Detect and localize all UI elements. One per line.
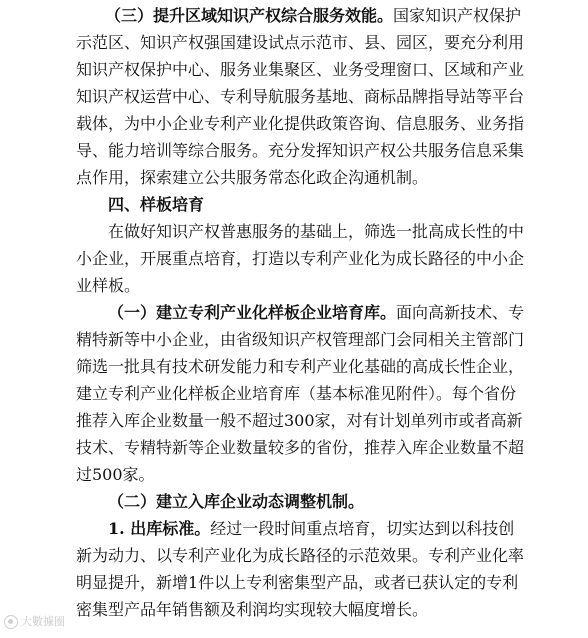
watermark xyxy=(4,612,65,632)
line-text: 筛选一批具有技术研发能力和专利产业化基础的高成长性企业， xyxy=(76,357,525,376)
text-line xyxy=(0,488,588,515)
watermark-text: 大數據圈 xyxy=(21,615,65,628)
text-line xyxy=(0,110,588,137)
line-text: 密集型产品年销售额及利润均实现较大幅度增长。 xyxy=(76,600,429,619)
text-line xyxy=(0,461,588,488)
line-text: 点作用，探索建立公共服务常态化政企沟通机制。 xyxy=(76,168,429,187)
text-line xyxy=(0,29,588,56)
line-text: 知识产权保护中心、服务业集聚区、业务受理窗口、区域和产业 xyxy=(76,60,525,79)
watermark-logo-icon xyxy=(4,615,18,629)
text-line xyxy=(0,596,588,623)
line-text: 导、能力培训等综合服务。充分发挥知识产权公共服务信息采集 xyxy=(76,141,525,160)
text-line xyxy=(0,245,588,272)
line-text: 过500家。 xyxy=(76,465,155,484)
line-text: 面向高新技术、专 xyxy=(396,303,525,322)
section-heading-bold: 1. 出库标准。 xyxy=(108,519,211,538)
text-line xyxy=(0,83,588,110)
text-line xyxy=(0,407,588,434)
text-line xyxy=(0,434,588,461)
text-line xyxy=(0,164,588,191)
line-text: 技术、专精特新等企业数量较多的省份，推荐入库企业数量不超 xyxy=(76,438,525,457)
line-text: 精特新等中小企业，由省级知识产权管理部门会同相关主管部门 xyxy=(76,330,525,349)
line-text: 国家知识产权保护 xyxy=(393,6,522,25)
text-line xyxy=(0,515,588,542)
line-text: 明显提升，新增1件以上专利密集型产品，或者已获认定的专利 xyxy=(76,573,519,592)
line-text: 知识产权运营中心、专利导航服务基地、商标品牌指导站等平台 xyxy=(76,87,525,106)
text-line xyxy=(0,569,588,596)
text-line xyxy=(0,272,588,299)
line-text: 经过一段时间重点培育，切实达到以科技创 xyxy=(210,519,515,538)
line-text: 建立专利产业化样板企业培育库（基本标准见附件）。每个省份 xyxy=(76,384,517,403)
section-heading-bold: （一）建立专利产业化样板企业培育库。 xyxy=(108,303,397,322)
line-text: 示范区、知识产权强国建设试点示范市、县、园区，要充分利用 xyxy=(76,33,525,52)
text-line xyxy=(0,299,588,326)
text-line xyxy=(0,137,588,164)
line-text: 载体，为中小企业专利产业化提供政策咨询、信息服务、业务指 xyxy=(76,114,525,133)
text-line xyxy=(0,542,588,569)
text-line xyxy=(0,2,588,29)
section-heading-bold: （二）建立入库企业动态调整机制。 xyxy=(108,492,365,511)
line-text: 新为动力、以专利产业化为成长路径的示范效果。专利产业化率 xyxy=(76,546,525,565)
line-text: 业样板。 xyxy=(76,276,141,295)
text-line xyxy=(0,380,588,407)
text-line xyxy=(0,326,588,353)
line-text: 小企业，开展重点培育，打造以专利产业化为成长路径的中小企 xyxy=(76,249,525,268)
section-heading-bold: 四、样板培育 xyxy=(108,195,205,214)
text-line xyxy=(0,218,588,245)
text-line xyxy=(0,56,588,83)
section-heading-bold: （三）提升区域知识产权综合服务效能。 xyxy=(105,6,394,25)
line-text: 在做好知识产权普惠服务的基础上，筛选一批高成长性的中 xyxy=(108,222,525,241)
text-line xyxy=(0,353,588,380)
line-text: 推荐入库企业数量一般不超过300家，对有计划单列市或者高新 xyxy=(76,411,523,430)
text-line xyxy=(0,191,588,218)
